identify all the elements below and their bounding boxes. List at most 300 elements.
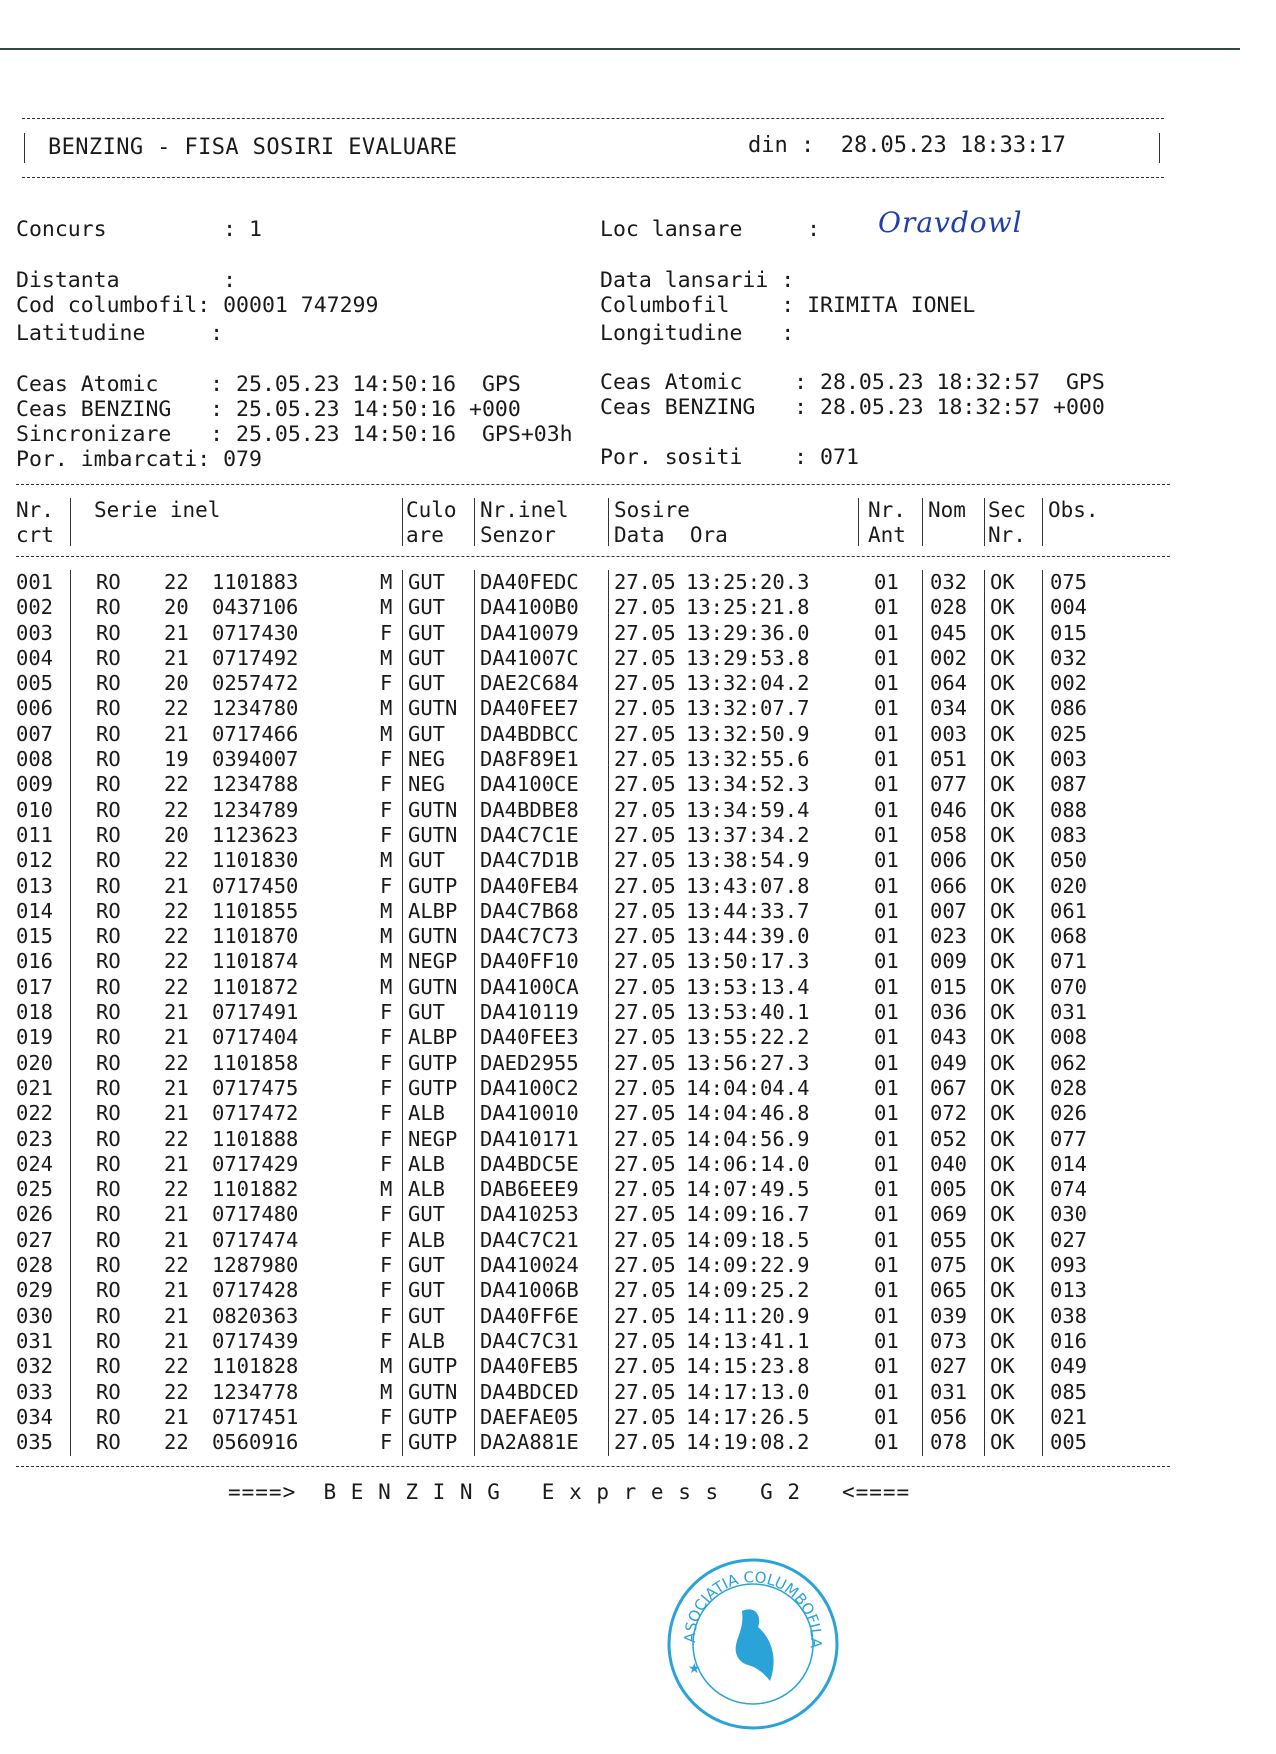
cell-time: 13:44:39.0 [686, 924, 810, 949]
cell-ring-number: 1101872 [212, 974, 299, 999]
th-culoare-2: are [406, 523, 444, 547]
cell-year: 21 [164, 1101, 189, 1126]
cell-sec: OK [990, 848, 1015, 873]
cell-date: 27.05 [614, 696, 676, 721]
cell-time: 14:09:25.2 [686, 1278, 810, 1303]
th-sec-1: Sec [988, 498, 1026, 522]
cell-sensor: DA4100CE [480, 772, 579, 797]
cell-sex: M [380, 898, 393, 923]
cell-date: 27.05 [614, 1404, 676, 1429]
cell-year: 22 [164, 1379, 189, 1404]
cell-ring-number: 1234788 [212, 772, 299, 797]
cell-sex: F [380, 772, 393, 797]
table-row [16, 1051, 1170, 1076]
cell-sex: F [380, 620, 393, 645]
cell-obs: 088 [1050, 797, 1088, 822]
cell-year: 21 [164, 1151, 189, 1176]
cell-obs: 025 [1050, 721, 1088, 746]
cell-country: RO [96, 1430, 121, 1455]
cell-sensor: DA8F89E1 [480, 747, 579, 772]
cell-sensor: DA2A881E [480, 1430, 579, 1455]
cell-country: RO [96, 570, 121, 594]
cell-date: 27.05 [614, 1430, 676, 1455]
cell-sec: OK [990, 1354, 1015, 1379]
cell-nom: 009 [930, 949, 968, 974]
cell-obs: 027 [1050, 1227, 1088, 1252]
cell-sensor: DA40FEB4 [480, 873, 579, 898]
cell-country: RO [96, 645, 121, 670]
cell-date: 27.05 [614, 1379, 676, 1404]
cell-ring-number: 1101870 [212, 924, 299, 949]
cell-nr-ant: 01 [874, 1227, 899, 1252]
cell-color: GUTP [408, 1430, 458, 1455]
cell-ring-number: 1234778 [212, 1379, 299, 1404]
cell-sensor: DAB6EEE9 [480, 1177, 579, 1202]
cell-sex: M [380, 721, 393, 746]
top-rule [0, 48, 1240, 50]
cell-ring-number: 0717474 [212, 1227, 299, 1252]
th-crt: crt [16, 523, 54, 547]
ceas-benzing-start: Ceas BENZING : 25.05.23 14:50:16 +000 [16, 397, 521, 422]
cell-date: 27.05 [614, 1278, 676, 1303]
cell-ring-number: 0717492 [212, 645, 299, 670]
cell-nr-crt: 017 [16, 974, 54, 999]
cell-sex: F [380, 1278, 393, 1303]
cell-time: 13:32:50.9 [686, 721, 810, 746]
report-header [22, 118, 1164, 178]
cell-ring-number: 0717429 [212, 1151, 299, 1176]
cell-sex: M [380, 645, 393, 670]
cell-nom: 065 [930, 1278, 968, 1303]
cell-nr-crt: 003 [16, 620, 54, 645]
cell-year: 20 [164, 595, 189, 620]
cell-nr-crt: 028 [16, 1253, 54, 1278]
cell-color: GUTP [408, 1354, 458, 1379]
table-row [16, 1177, 1170, 1202]
cell-nr-crt: 033 [16, 1379, 54, 1404]
table-row [16, 874, 1170, 899]
cell-ring-number: 1234780 [212, 696, 299, 721]
table-row [16, 823, 1170, 848]
cell-nom: 034 [930, 696, 968, 721]
cell-sec: OK [990, 1151, 1015, 1176]
cell-sensor: DA410079 [480, 620, 579, 645]
cell-nr-ant: 01 [874, 1328, 899, 1353]
cell-nom: 039 [930, 1303, 968, 1328]
cell-color: GUT [408, 721, 446, 746]
table-row [16, 747, 1170, 772]
th-data-ora: Data Ora [614, 523, 728, 547]
cell-sec: OK [990, 772, 1015, 797]
cell-color: ALBP [408, 898, 458, 923]
cell-color: GUTN [408, 696, 458, 721]
cell-color: ALB [408, 1101, 446, 1126]
cell-nr-crt: 014 [16, 898, 54, 923]
cell-nr-crt: 009 [16, 772, 54, 797]
cell-ring-number: 0437106 [212, 595, 299, 620]
cell-year: 21 [164, 1000, 189, 1025]
cell-date: 27.05 [614, 1075, 676, 1100]
th-obs: Obs. [1048, 498, 1099, 522]
cell-country: RO [96, 1227, 121, 1252]
cell-nom: 032 [930, 570, 968, 594]
cell-year: 21 [164, 1025, 189, 1050]
cell-nom: 015 [930, 974, 968, 999]
cell-sec: OK [990, 1025, 1015, 1050]
cell-time: 14:04:46.8 [686, 1101, 810, 1126]
cell-sec: OK [990, 645, 1015, 670]
th-sec-2: Nr. [988, 523, 1026, 547]
cell-sensor: DA4100CA [480, 974, 579, 999]
cell-country: RO [96, 1278, 121, 1303]
cell-color: GUT [408, 1202, 446, 1227]
col-sep [984, 498, 985, 546]
table-top-rule [16, 484, 1170, 485]
cell-ring-number: 0717491 [212, 1000, 299, 1025]
cell-nr-ant: 01 [874, 696, 899, 721]
cell-nr-ant: 01 [874, 595, 899, 620]
cell-nr-ant: 01 [874, 949, 899, 974]
cell-ring-number: 0717428 [212, 1278, 299, 1303]
table-row [16, 1076, 1170, 1101]
cell-sex: M [380, 1177, 393, 1202]
cell-sex: F [380, 1151, 393, 1176]
cell-country: RO [96, 898, 121, 923]
cell-year: 21 [164, 1303, 189, 1328]
cell-obs: 005 [1050, 1430, 1088, 1455]
cell-sec: OK [990, 1126, 1015, 1151]
cell-nr-ant: 01 [874, 1025, 899, 1050]
cell-date: 27.05 [614, 1025, 676, 1050]
cell-ring-number: 0717472 [212, 1101, 299, 1126]
cell-nr-ant: 01 [874, 974, 899, 999]
cell-obs: 050 [1050, 848, 1088, 873]
cell-color: NEGP [408, 949, 458, 974]
cell-sex: F [380, 1101, 393, 1126]
cell-year: 22 [164, 1253, 189, 1278]
sincronizare-line: Sincronizare : 25.05.23 14:50:16 GPS+03h [16, 422, 573, 447]
cell-color: GUT [408, 595, 446, 620]
cell-nr-crt: 001 [16, 570, 54, 594]
cell-nom: 031 [930, 1379, 968, 1404]
cell-time: 13:44:33.7 [686, 898, 810, 923]
cell-nr-ant: 01 [874, 747, 899, 772]
ceas-atomic-start: Ceas Atomic : 25.05.23 14:50:16 GPS [16, 372, 521, 397]
cell-year: 20 [164, 822, 189, 847]
cell-country: RO [96, 1151, 121, 1176]
cell-time: 13:53:13.4 [686, 974, 810, 999]
cell-ring-number: 0717480 [212, 1202, 299, 1227]
cell-date: 27.05 [614, 1177, 676, 1202]
th-nr-ant-1: Nr. [868, 498, 906, 522]
cell-color: NEG [408, 747, 446, 772]
col-sep [70, 498, 71, 546]
table-row [16, 899, 1170, 924]
th-serie-inel: Serie inel [94, 498, 221, 522]
cell-sensor: DA410253 [480, 1202, 579, 1227]
cell-ring-number: 1234789 [212, 797, 299, 822]
cell-year: 22 [164, 1126, 189, 1151]
cell-year: 22 [164, 797, 189, 822]
cell-sex: F [380, 1202, 393, 1227]
cell-nr-ant: 01 [874, 873, 899, 898]
cell-obs: 021 [1050, 1404, 1088, 1429]
cell-sensor: DA410010 [480, 1101, 579, 1126]
cell-nr-ant: 01 [874, 1379, 899, 1404]
cell-sex: M [380, 1354, 393, 1379]
cell-year: 22 [164, 898, 189, 923]
cell-nr-crt: 016 [16, 949, 54, 974]
cell-country: RO [96, 1101, 121, 1126]
cell-nr-crt: 008 [16, 747, 54, 772]
cell-color: GUT [408, 1000, 446, 1025]
cell-sex: F [380, 1430, 393, 1455]
table-row [16, 696, 1170, 721]
cell-sex: F [380, 747, 393, 772]
cell-obs: 015 [1050, 620, 1088, 645]
cell-year: 19 [164, 747, 189, 772]
col-sep [858, 498, 859, 546]
cell-date: 27.05 [614, 721, 676, 746]
cell-nom: 064 [930, 671, 968, 696]
cell-color: GUTP [408, 1404, 458, 1429]
loc-lansare-line: Loc lansare : [600, 217, 821, 242]
cell-sex: M [380, 848, 393, 873]
table-row [16, 595, 1170, 620]
table-row [16, 1405, 1170, 1430]
cell-time: 14:09:22.9 [686, 1253, 810, 1278]
cell-nom: 069 [930, 1202, 968, 1227]
cell-country: RO [96, 974, 121, 999]
cell-sensor: DA410024 [480, 1253, 579, 1278]
cell-time: 13:32:07.7 [686, 696, 810, 721]
cell-nr-crt: 031 [16, 1328, 54, 1353]
cell-sec: OK [990, 696, 1015, 721]
cell-nr-crt: 027 [16, 1227, 54, 1252]
cell-country: RO [96, 949, 121, 974]
cell-sec: OK [990, 1328, 1015, 1353]
cell-date: 27.05 [614, 747, 676, 772]
cell-time: 14:06:14.0 [686, 1151, 810, 1176]
cell-obs: 071 [1050, 949, 1088, 974]
cell-date: 27.05 [614, 595, 676, 620]
cell-sensor: DA4C7C21 [480, 1227, 579, 1252]
cell-obs: 003 [1050, 747, 1088, 772]
cell-nom: 043 [930, 1025, 968, 1050]
cell-nom: 003 [930, 721, 968, 746]
cell-color: GUTN [408, 974, 458, 999]
cell-date: 27.05 [614, 949, 676, 974]
cell-date: 27.05 [614, 1303, 676, 1328]
cell-nr-ant: 01 [874, 721, 899, 746]
cell-time: 14:19:08.2 [686, 1430, 810, 1455]
cell-sec: OK [990, 797, 1015, 822]
cell-date: 27.05 [614, 873, 676, 898]
cell-country: RO [96, 1050, 121, 1075]
cell-year: 22 [164, 974, 189, 999]
col-sep [474, 498, 475, 546]
cell-nom: 073 [930, 1328, 968, 1353]
cell-time: 13:25:21.8 [686, 595, 810, 620]
cell-sex: F [380, 1000, 393, 1025]
cell-ring-number: 1101858 [212, 1050, 299, 1075]
cell-sec: OK [990, 924, 1015, 949]
table-row [16, 1430, 1170, 1455]
cell-time: 13:43:07.8 [686, 873, 810, 898]
cell-year: 21 [164, 721, 189, 746]
cell-country: RO [96, 747, 121, 772]
cell-country: RO [96, 848, 121, 873]
cell-nr-crt: 013 [16, 873, 54, 898]
cell-nr-ant: 01 [874, 1050, 899, 1075]
cell-year: 22 [164, 848, 189, 873]
longitudine-line: Longitudine : [600, 321, 795, 346]
cell-sex: F [380, 1025, 393, 1050]
cell-sensor: DA410171 [480, 1126, 579, 1151]
cell-year: 22 [164, 570, 189, 594]
cell-sex: F [380, 1328, 393, 1353]
cell-date: 27.05 [614, 1101, 676, 1126]
cell-sec: OK [990, 974, 1015, 999]
col-sep [608, 498, 609, 546]
th-nom: Nom [928, 498, 966, 522]
cell-color: GUT [408, 570, 446, 594]
cell-sec: OK [990, 570, 1015, 594]
table-row [16, 1101, 1170, 1126]
cell-ring-number: 1101883 [212, 570, 299, 594]
report-datetime [748, 133, 1066, 158]
table-row [16, 1278, 1170, 1303]
cell-sex: M [380, 1379, 393, 1404]
cell-country: RO [96, 1025, 121, 1050]
cell-sec: OK [990, 873, 1015, 898]
cell-nom: 023 [930, 924, 968, 949]
cell-obs: 030 [1050, 1202, 1088, 1227]
cell-nr-ant: 01 [874, 822, 899, 847]
cell-year: 21 [164, 645, 189, 670]
cell-sec: OK [990, 1430, 1015, 1455]
cell-nom: 052 [930, 1126, 968, 1151]
cell-nr-ant: 01 [874, 1354, 899, 1379]
cell-sensor: DA40FEE3 [480, 1025, 579, 1050]
th-sosire: Sosire [614, 498, 690, 522]
cell-color: ALB [408, 1328, 446, 1353]
cell-nr-crt: 026 [16, 1202, 54, 1227]
report-title: BENZING - FISA SOSIRI EVALUARE [48, 135, 458, 160]
table-row [16, 772, 1170, 797]
cell-date: 27.05 [614, 1202, 676, 1227]
cell-ring-number: 0717451 [212, 1404, 299, 1429]
cell-country: RO [96, 620, 121, 645]
cell-color: ALBP [408, 1025, 458, 1050]
cell-sex: F [380, 1050, 393, 1075]
th-culoare-1: Culo [406, 498, 457, 522]
cell-year: 21 [164, 1227, 189, 1252]
table-row [16, 1380, 1170, 1405]
cell-obs: 049 [1050, 1354, 1088, 1379]
cell-ring-number: 0717439 [212, 1328, 299, 1353]
cell-sex: M [380, 924, 393, 949]
cell-nr-ant: 01 [874, 1075, 899, 1100]
cell-ring-number: 0560916 [212, 1430, 299, 1455]
table-row [16, 1354, 1170, 1379]
table-row [16, 570, 1170, 595]
cell-sex: M [380, 570, 393, 594]
cell-ring-number: 0820363 [212, 1303, 299, 1328]
th-senzor: Senzor [480, 523, 556, 547]
cell-sec: OK [990, 595, 1015, 620]
cell-sensor: DA4BDC5E [480, 1151, 579, 1176]
cell-obs: 016 [1050, 1328, 1088, 1353]
table-row [16, 1329, 1170, 1354]
cell-sex: F [380, 671, 393, 696]
cell-country: RO [96, 671, 121, 696]
cell-time: 14:17:13.0 [686, 1379, 810, 1404]
cell-sensor: DA410119 [480, 1000, 579, 1025]
cell-obs: 020 [1050, 873, 1088, 898]
cell-color: NEG [408, 772, 446, 797]
cell-nom: 007 [930, 898, 968, 923]
cell-nr-crt: 029 [16, 1278, 54, 1303]
cell-ring-number: 0717450 [212, 873, 299, 898]
table-row [16, 1253, 1170, 1278]
cell-time: 13:38:54.9 [686, 848, 810, 873]
cell-nom: 075 [930, 1253, 968, 1278]
cell-nom: 078 [930, 1430, 968, 1455]
cell-ring-number: 0717404 [212, 1025, 299, 1050]
cell-nr-ant: 01 [874, 570, 899, 594]
cell-obs: 070 [1050, 974, 1088, 999]
cell-sensor: DA40FEB5 [480, 1354, 579, 1379]
cell-ring-number: 1101830 [212, 848, 299, 873]
cell-year: 22 [164, 696, 189, 721]
cell-sec: OK [990, 1101, 1015, 1126]
cell-ring-number: 1101828 [212, 1354, 299, 1379]
cell-sensor: DA4BDCED [480, 1379, 579, 1404]
cell-color: GUTN [408, 797, 458, 822]
cell-time: 13:32:04.2 [686, 671, 810, 696]
stamp-text: ASOCIATIA COLUMBOFILA [680, 1568, 826, 1649]
cell-obs: 008 [1050, 1025, 1088, 1050]
cell-color: GUT [408, 671, 446, 696]
cell-sec: OK [990, 1050, 1015, 1075]
cell-color: GUT [408, 620, 446, 645]
cell-sex: M [380, 595, 393, 620]
table-bottom-rule [16, 1466, 1170, 1467]
cell-year: 21 [164, 1202, 189, 1227]
cell-date: 27.05 [614, 1151, 676, 1176]
cell-year: 22 [164, 1050, 189, 1075]
cell-sensor: DA40FEDC [480, 570, 579, 594]
cell-obs: 083 [1050, 822, 1088, 847]
cell-color: GUT [408, 848, 446, 873]
cell-time: 13:29:53.8 [686, 645, 810, 670]
cell-country: RO [96, 696, 121, 721]
cell-time: 14:13:41.1 [686, 1328, 810, 1353]
cell-obs: 077 [1050, 1126, 1088, 1151]
cell-nr-ant: 01 [874, 797, 899, 822]
columbofil-line: Columbofil : IRIMITA IONEL [600, 293, 976, 318]
cell-sec: OK [990, 1379, 1015, 1404]
cell-year: 22 [164, 1430, 189, 1455]
cell-obs: 004 [1050, 595, 1088, 620]
cell-sensor: DA40FEE7 [480, 696, 579, 721]
col-sep [922, 498, 923, 546]
cell-sensor: DA4C7D1B [480, 848, 579, 873]
cell-sex: F [380, 822, 393, 847]
cell-nr-ant: 01 [874, 1303, 899, 1328]
cell-ring-number: 0717430 [212, 620, 299, 645]
